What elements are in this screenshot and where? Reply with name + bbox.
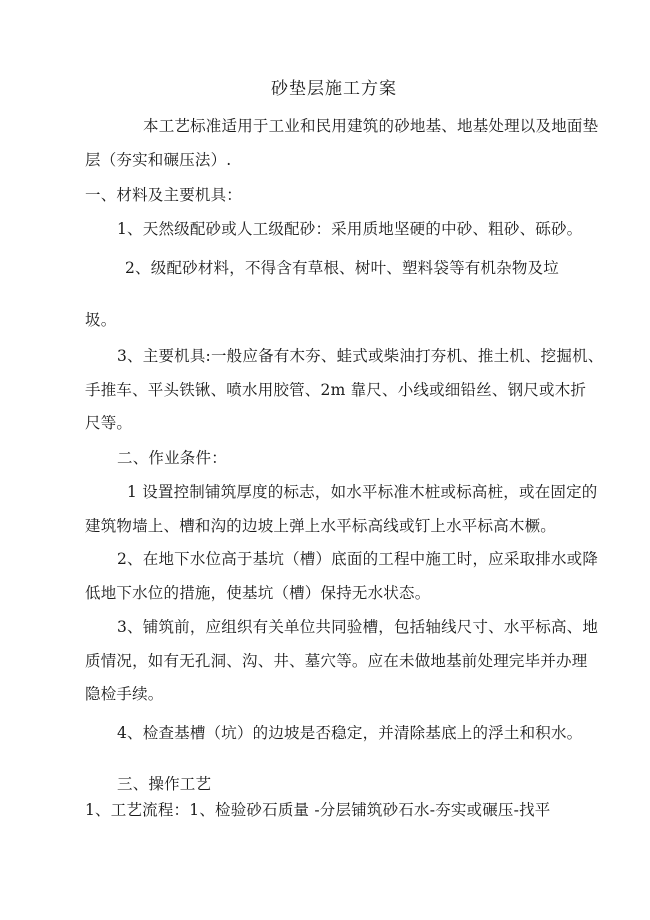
section-heading-operation: 三、操作工艺 xyxy=(117,775,212,793)
materials-item-2: 2、级配砂材料，不得含有草根、树叶、塑料袋等有机杂物及垃 xyxy=(125,259,559,277)
materials-item-3-cont-2: 尺等。 xyxy=(85,414,133,432)
conditions-item-3-cont-1: 质情况，如有无孔洞、沟、井、墓穴等。应在未做地基前处理完毕并办理 xyxy=(85,652,588,670)
section-heading-conditions: 二、作业条件： xyxy=(117,449,227,467)
conditions-item-2: 2、在地下水位高于基坑（槽）底面的工程中施工时，应采取排水或降 xyxy=(117,550,599,568)
document-title: 砂垫层施工方案 xyxy=(271,79,397,99)
conditions-item-3: 3、铺筑前，应组织有关单位共同验槽，包括轴线尺寸、水平标高、地 xyxy=(117,618,599,636)
conditions-item-1: 1 设置控制铺筑厚度的标志，如水平标准木桩或标高桩，或在固定的 xyxy=(127,483,598,501)
section-heading-materials: 一、材料及主要机具： xyxy=(85,186,243,204)
intro-line-1: 本工艺标准适用于工业和民用建筑的砂地基、地基处理以及地面垫 xyxy=(143,117,599,135)
materials-item-2-cont: 圾。 xyxy=(85,311,117,329)
conditions-item-4: 4、检查基槽（坑）的边坡是否稳定，并清除基底上的浮土和积水。 xyxy=(117,724,583,742)
materials-item-1: 1、天然级配砂或人工级配砂：采用质地坚硬的中砂、粗砂、砾砂。 xyxy=(117,220,583,238)
intro-line-2: 层（夯实和碾压法）. xyxy=(85,151,232,169)
operation-item-1: 1、工艺流程：1、检验砂石质量 -分层铺筑砂石水-夯实或碾压-找平 xyxy=(85,801,551,819)
conditions-item-3-cont-2: 隐检手续。 xyxy=(85,685,164,703)
conditions-item-1-cont: 建筑物墙上、槽和沟的边坡上弹上水平标高线或钉上水平标高木橛。 xyxy=(85,517,557,535)
materials-item-3: 3、主要机具:一般应备有木夯、蛙式或柴油打夯机、推土机、挖掘机、 xyxy=(117,347,604,365)
conditions-item-2-cont: 低地下水位的措施，使基坑（槽）保持无水状态。 xyxy=(85,584,431,602)
materials-item-3-cont-1: 手推车、平头铁锹、喷水用胶管、2m 靠尺、小线或细铅丝、钢尺或木折 xyxy=(85,381,587,399)
